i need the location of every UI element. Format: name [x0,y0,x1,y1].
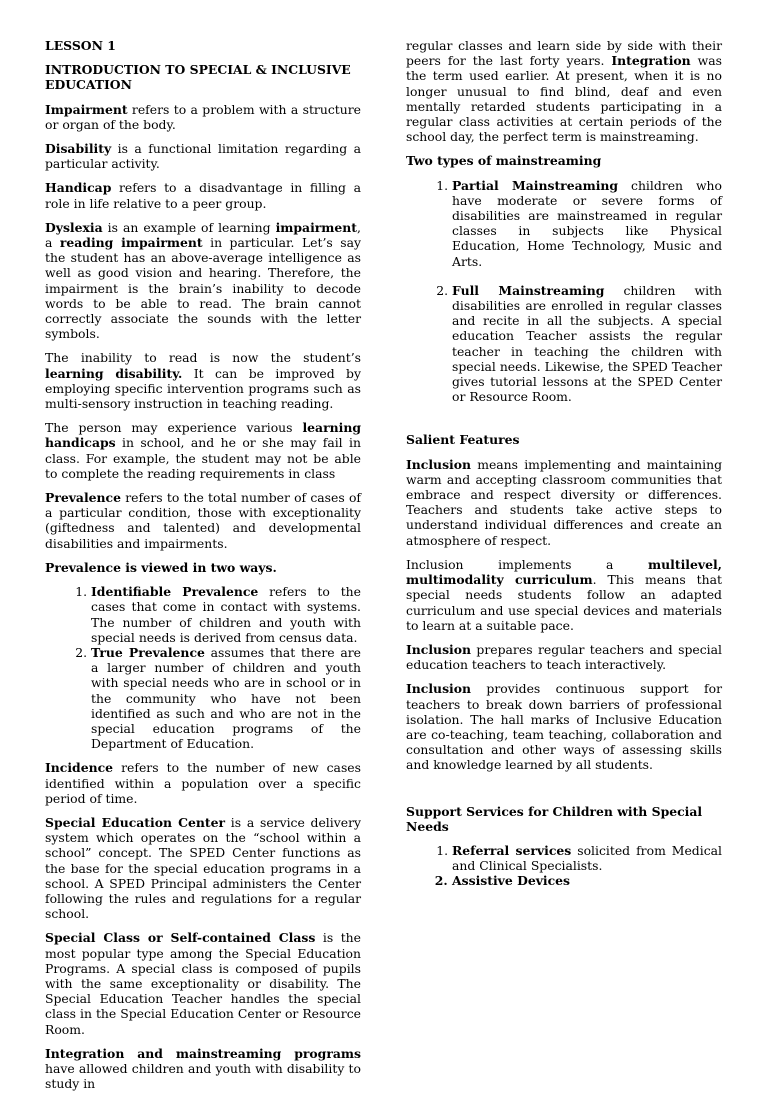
special-class-paragraph: Special Class or Self-contained Class is the most popular type among the Special Education Programs. A special class is composed of pupils with the same exceptionality or disability. The Special Education Teacher handles the special class in the Special Education Center or Resource Room. [45,930,361,1037]
list-item: 1. Partial Mainstreaming children who have moderate or severe forms of disabilities are mainstreamed in regular classes in subjects like Physical Education, Home Technology, Music and Arts. [452,178,722,269]
prevalence-paragraph: Prevalence refers to the total number of cases of a particular condition, those with exceptionality (giftedness and talented) and developmental disabilities and impairments. [45,490,361,551]
incidence-paragraph: Incidence refers to the number of new cases identified within a population over a specific period of time. [45,760,361,806]
integration-continued-paragraph: regular classes and learn side by side with their peers for the last forty years. Integration was the term used earlier. At present, when it is no longer unusual to find blind, deaf and even mentally retarded students participating in a regular class activities at certain periods of the school day, the perfect term is mainstreaming. [406,38,722,145]
inclusion-paragraph-1: Inclusion means implementing and maintaining warm and accepting classroom communities that embrace and respect diversity or differences. Teachers and students take active steps to understand individual differences and create an atmosphere of respect. [406,456,722,548]
support-services-list [406,843,722,889]
list-item: 2. Assistive Devices [452,873,722,888]
lesson-title: INTRODUCTION TO SPECIAL & INCLUSIVE EDUCATION [45,62,351,93]
disability-paragraph: Disability is a functional limitation regarding a particular activity. [45,141,361,172]
integration-paragraph: Integration and mainstreaming programs have allowed children and youth with disability to study in [45,1045,361,1092]
inability-paragraph: The inability to read is now the student’s learning disability. It can be improved by employing specific intervention programs such as multi-sensory instruction in teaching reading. [45,350,361,412]
mainstreaming-heading: Two types of mainstreaming [406,153,602,169]
dyslexia-paragraph: Dyslexia is an example of learning impairment, a reading impairment in particular. Let’s say the student has an above-average intelligence as well as good vision and hearing. Therefore, the impairment is the brain’s inability to decode words to be able to read. The brain cannot correctly associate the sounds with the letter symbols. [45,219,361,342]
left-column [45,38,361,1100]
list-item: 2. Full Mainstreaming children with disabilities are enrolled in regular classes and recite in all the subjects. A special education Teacher assists the regular teacher in teaching the children with special needs. Likewise, the SPED Teacher gives tutorial lessons at the SPED Center or Resource Room. [452,283,722,405]
prevalence-list [45,584,361,751]
spacer [406,418,722,432]
prevalence-heading: Prevalence is viewed in two ways. [45,559,277,575]
handicaps-paragraph: The person may experience various learning handicaps in school, and he or she may fail in class. For example, the student may not be able to complete the reading requirements in class [45,420,361,481]
inclusion-paragraph-3: Inclusion prepares regular teachers and special education teachers to teach interactively. [406,641,722,673]
inclusion-paragraph-2: Inclusion implements a multilevel, multimodality curriculum. This means that special needs students follow an adapted curriculum and use special devices and materials to learn at a suitable pace. [406,556,722,633]
inclusion-paragraph-4: Inclusion provides continuous support for teachers to break down barriers of professional isolation. The hall marks of Inclusive Education are co-teaching, team teaching, collaboration and consultation and other ways of assessing skills and knowledge learned by all students. [406,681,722,773]
list-item: 1. Referral services solicited from Medical and Clinical Specialists. [452,843,722,873]
list-item: 2. True Prevalence assumes that there are a larger number of children and youth with special needs who are in school or in the community who have not been identified as such and who are not in the special education programs of the Department of Education. [91,645,361,751]
impairment-paragraph: Impairment refers to a problem with a structure or organ of the body. [45,101,361,132]
right-column [406,38,722,898]
salient-features-heading: Salient Features [406,432,520,448]
support-services-heading: Support Services for Children with Special Needs [406,803,703,834]
handicap-paragraph: Handicap refers to a disadvantage in filling a role in life relative to a peer group. [45,180,361,211]
mainstreaming-list [406,178,722,405]
list-item: 1. Identifiable Prevalence refers to the cases that come in contact with systems. The number of children and youth with special needs is derived from census data. [91,584,361,645]
lesson-label: LESSON 1 [45,38,116,53]
sped-center-paragraph: Special Education Center is a service delivery system which operates on the “school within a school” concept. The SPED Center functions as the base for the special education programs in a school. A SPED Principal administers the Center following the rules and regulations for a regular school. [45,814,361,922]
spacer [406,782,722,804]
